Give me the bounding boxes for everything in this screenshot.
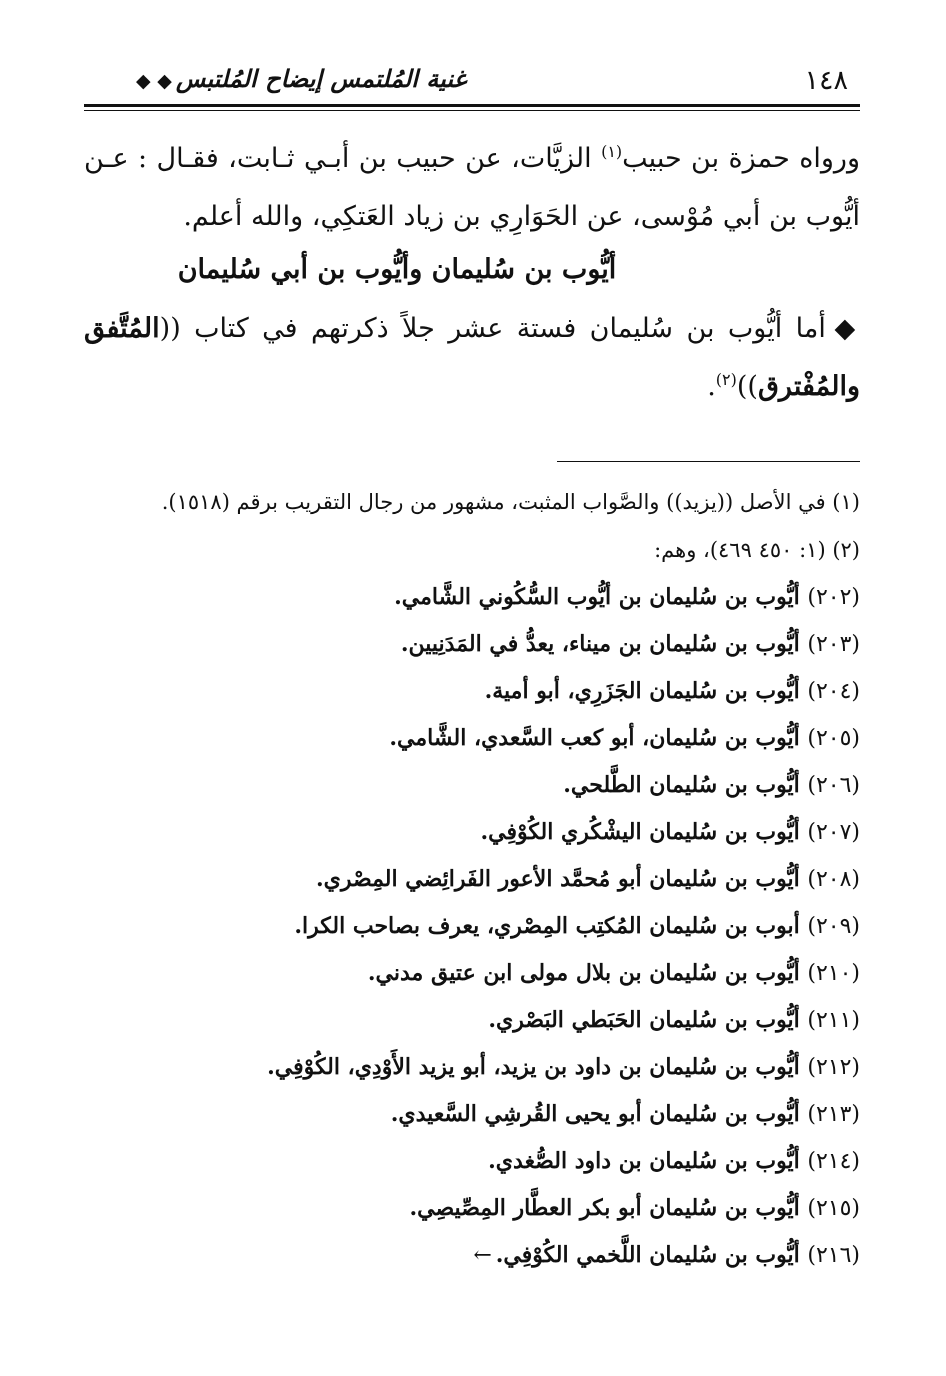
- entry-number: (٢٠٣): [807, 632, 860, 657]
- entry-text: أيُّوب بن سُليمان أبو يحيى القُرشِي السَّعيدي.: [390, 1101, 808, 1127]
- entry-number: (٢٠٧): [807, 820, 860, 845]
- para2-text-b: )): [736, 371, 758, 402]
- entry-number: (٢١٢): [807, 1055, 860, 1080]
- page-number: ١٤٨: [804, 65, 848, 96]
- entry-text: أيُّوب بن سُليمان بن ميناء، يعدُّ في المَدَنِيين.: [400, 631, 808, 657]
- header-rule-thick: [84, 104, 860, 107]
- entry-text: أبوب بن سُليمان المُكتِب المِصْري، يعرف بصاحب الكرا.: [294, 913, 808, 939]
- footnote-ref-1: (١): [601, 142, 623, 161]
- book-title: المُتَّفق والمُفْترق: [84, 313, 860, 402]
- narrator-entry: [70, 715, 860, 762]
- narrator-entry: [70, 1232, 860, 1279]
- narrator-entry: [70, 1044, 860, 1091]
- section-heading: أيُّوب بن سُليمان وأيُّوب بن أبي سُليمان: [177, 254, 617, 285]
- entry-number: (٢٠٤): [807, 679, 860, 704]
- narrator-entry: [70, 997, 860, 1044]
- entry-text: أيُّوب بن سُليمان بن أيُّوب السُّكُوني الشَّامي.: [394, 584, 808, 610]
- main-paragraph-2: [84, 300, 860, 416]
- narrator-entry: [70, 1091, 860, 1138]
- narrator-entry: [70, 903, 860, 950]
- narrator-entry: [70, 574, 860, 621]
- entry-text: أيُّوب بن سُليمان الحَبَطي البَصْري.: [488, 1007, 808, 1033]
- entry-text: أيُّوب بن سُليمان اليشْكُري الكُوْفِي.: [480, 819, 808, 845]
- bullet-diamond-icon: ◆: [834, 313, 861, 344]
- entry-number: (٢١٠): [807, 961, 860, 986]
- entry-number: (٢٠٩): [807, 914, 860, 939]
- footnotes: [70, 478, 860, 1279]
- header-rule-thin: [84, 110, 860, 111]
- entry-number: (٢٠٢): [807, 585, 860, 610]
- entry-text: أيُّوب بن سُليمان أبو مُحمَّد الأعور الفَرائِضي المِصْري.: [315, 866, 808, 892]
- para1-text-b: الزيَّات، عن حبيب بن أبـي ثـابت، فقـال : عـن أيُّوب بن أبي مُوْسى، عن الحَوَارِي بن زياد العَتكِي، والله أعلم.: [84, 143, 860, 232]
- footnote-ref-2: (٢): [715, 370, 737, 389]
- entry-number: (٢٠٨): [807, 867, 860, 892]
- narrator-entry: [70, 1138, 860, 1185]
- diamond-ornament-icon: ◆ ◆: [136, 70, 172, 92]
- entry-text: أيُّوب بن سُليمان بن داود بن يزيد، أبو يزيد الأَوْدِي، الكُوْفِي.: [267, 1054, 808, 1080]
- entry-number: (٢١٤): [807, 1149, 860, 1174]
- narrator-entry: [70, 621, 860, 668]
- entry-number: (٢٠٦): [807, 773, 860, 798]
- narrator-entry: [70, 809, 860, 856]
- entry-text: أيُّوب بن سُليمان، أبو كعب السَّعدي، الشَّامي.: [389, 725, 808, 751]
- entry-number: (٢١٦): [807, 1243, 860, 1268]
- narrator-entry: [70, 950, 860, 997]
- narrator-entry: [70, 1185, 860, 1232]
- narrator-entry: [70, 856, 860, 903]
- running-title-text: غنية المُلتمس إيضاح المُلتبس: [175, 64, 467, 93]
- entry-number: (٢٠٥): [807, 726, 860, 751]
- entry-text: أيُّوب بن سُليمان اللَّخمي الكُوْفِي.: [495, 1242, 808, 1268]
- entry-number: (٢١٣): [807, 1102, 860, 1127]
- entry-text: أيُّوب بن سُليمان بن بلال مولى ابن عتيق مدني.: [367, 960, 808, 986]
- footnote-separator: [557, 461, 860, 462]
- running-title: [136, 62, 466, 98]
- narrator-entry: [70, 668, 860, 715]
- narrator-list: [70, 574, 860, 1279]
- main-paragraph-1: [84, 130, 860, 246]
- para2-end: .: [707, 371, 716, 402]
- para2-text-a: أما أيُّوب بن سُليمان فستة عشر جلاً ذكرتهم في كتاب ((: [159, 313, 835, 344]
- narrator-entry: [70, 762, 860, 809]
- entry-text: أيُّوب بن سُليمان الجَزَرِي، أبو أمية.: [484, 678, 808, 704]
- continue-arrow-icon: ←: [473, 1243, 492, 1268]
- footnote-1: (١) في الأصل ((يزيد)) والصَّواب المثبت، مشهور من رجال التقريب برقم (١٥١٨).: [161, 490, 860, 514]
- entry-number: (٢١١): [807, 1008, 860, 1033]
- footnote-2: (٢) (١: ٤٥٠ ٤٦٩)، وهم:: [654, 538, 860, 562]
- page-header: [84, 62, 860, 102]
- entry-number: (٢١٥): [807, 1196, 860, 1221]
- para1-text-a: ورواه حمزة بن حبيب: [622, 143, 860, 174]
- entry-text: أيُّوب بن سُليمان أبو بكر العطَّار المِصِّيصِي.: [409, 1195, 808, 1221]
- entry-text: أيُّوب بن سُليمان بن داود الصُّغدي.: [488, 1148, 808, 1174]
- entry-text: أيُّوب بن سُليمان الطَّلحي.: [563, 772, 808, 798]
